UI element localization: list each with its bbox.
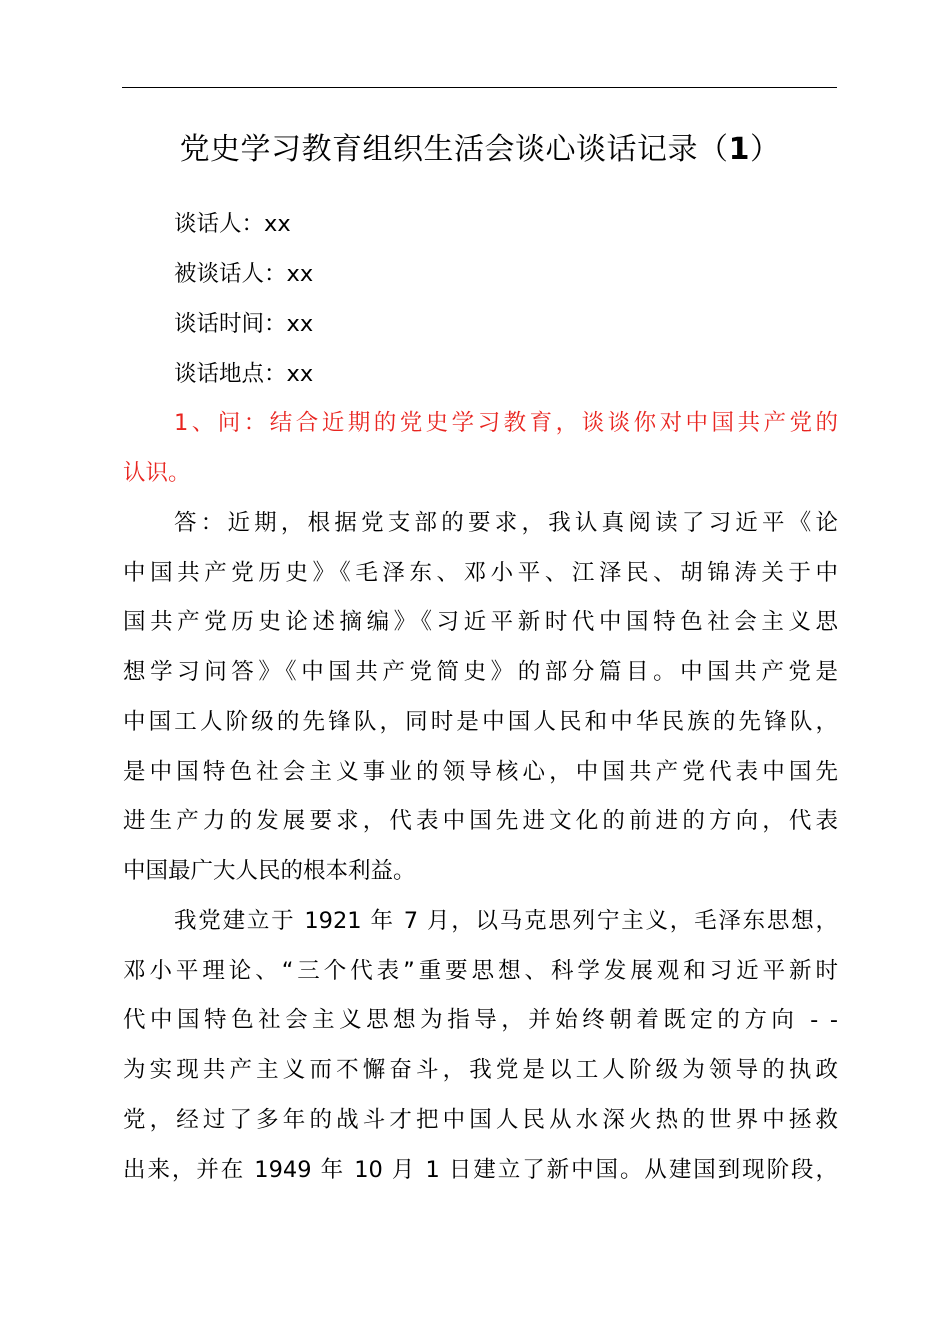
meta-interviewee: 被谈话人：xx [174,261,314,287]
answer-line: 想学习问答》《中国共产党简史》的部分篇目。中国共产党是 [123,659,838,685]
meta-speaker: 谈话人：xx [174,211,291,237]
title-number: 1 [728,132,750,167]
meta-place: 谈话地点：xx [174,361,314,387]
question-line: 1、问：结合近期的党史学习教育，谈谈你对中国共产党的 [174,410,838,436]
answer-line: 答：近期，根据党支部的要求，我认真阅读了习近平《论 [174,510,838,536]
meta-time: 谈话时间：xx [174,311,314,337]
document-title [120,128,840,172]
paragraph-line: 邓小平理论、“三个代表”重要思想、科学发展观和习近平新时 [123,958,838,984]
answer-line: 国共产党历史论述摘编》《习近平新时代中国特色社会主义思 [123,609,838,635]
question-line: 认识。 [123,460,191,486]
paragraph-line: 我党建立于 1921 年 7 月，以马克思列宁主义，毛泽东思想， [174,908,838,934]
title-close: ） [749,132,781,167]
paragraph-line: 为实现共产主义而不懈奋斗，我党是以工人阶级为领导的执政 [123,1057,838,1083]
answer-line: 进生产力的发展要求，代表中国先进文化的前进的方向，代表 [123,808,838,834]
answer-line: 中国最广大人民的根本利益。 [123,858,416,884]
title-text: 党史学习教育组织生活会谈心谈话记录（ [179,132,729,167]
answer-line: 中国工人阶级的先锋队，同时是中国人民和中华民族的先锋队， [123,709,838,735]
answer-line: 是中国特色社会主义事业的领导核心，中国共产党代表中国先 [123,759,838,785]
paragraph-line: 出来，并在 1949 年 10 月 1 日建立了新中国。从建国到现阶段， [123,1157,838,1183]
answer-line: 中国共产党历史》《毛泽东、邓小平、江泽民、胡锦涛关于中 [123,560,838,586]
header-rule [122,87,837,88]
paragraph-line: 党，经过了多年的战斗才把中国人民从水深火热的世界中拯救 [123,1107,838,1133]
paragraph-line: 代中国特色社会主义思想为指导，并始终朝着既定的方向 - - [123,1007,838,1033]
